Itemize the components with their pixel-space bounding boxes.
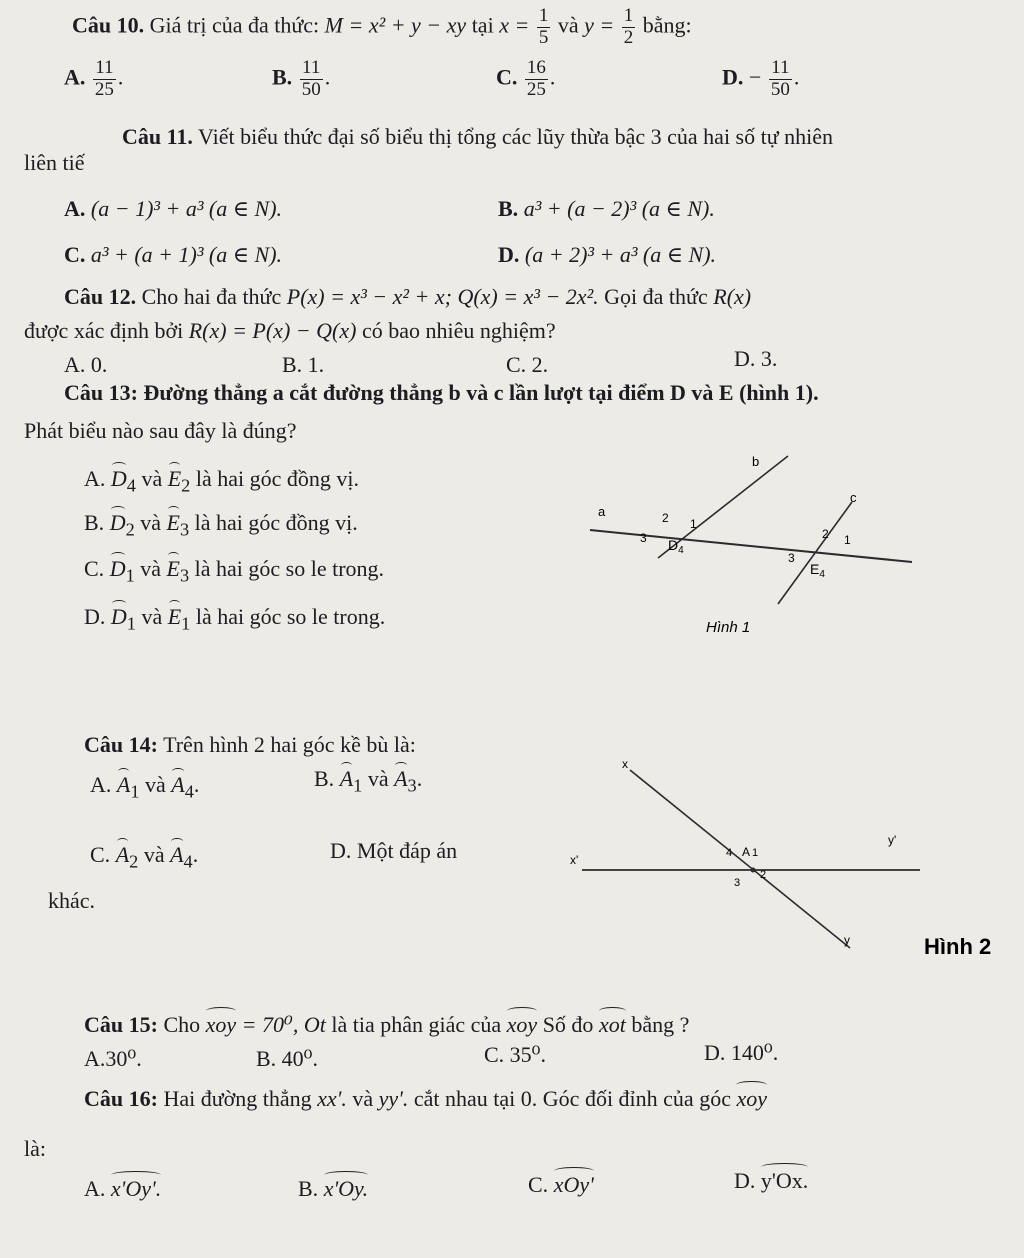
figure-2 (560, 752, 1020, 972)
d-label: D (668, 537, 679, 553)
q13-option-c (84, 556, 384, 586)
q10-c-num: 16 (526, 57, 546, 78)
q14-c-sub2: 4 (183, 851, 193, 872)
label-c: c (850, 490, 857, 505)
q13-d-rest: là hai góc so le trong. (195, 604, 386, 629)
a-label: A (742, 845, 751, 859)
q15-option-c: C. 35⁰. (484, 1042, 546, 1067)
q10-c-letter: C. (496, 64, 518, 90)
q13-option-a (84, 466, 359, 496)
angle-2-label: 2 (760, 869, 767, 881)
q14-a-mid: và (145, 772, 166, 797)
q13-label: Câu 13: (64, 380, 138, 405)
q14-d-text: Một đáp án (356, 838, 458, 863)
q10-b-den: 50 (301, 78, 321, 100)
q14-d-letter: D. (330, 838, 352, 863)
q14-option-a (90, 772, 199, 802)
q11-option-d (498, 242, 716, 267)
q15-angle1: xoy (205, 1012, 237, 1037)
q10-d-den: 50 (770, 78, 790, 100)
q14-option-b (314, 766, 422, 796)
q10-d-fraction (769, 58, 792, 101)
q13-c-sub1: 1 (125, 565, 135, 586)
q10-y-eq: y = (584, 12, 615, 38)
q10-a-den: 25 (94, 78, 114, 100)
q14-a-tail: . (193, 772, 200, 797)
q16-b-angle: x'Oy. (323, 1176, 369, 1201)
q13-a-angle2: E (167, 466, 182, 491)
q13-b-letter: B. (84, 510, 105, 535)
q13-option-d (84, 604, 385, 634)
q10-y-den: 2 (623, 26, 634, 48)
q13-stem1: Đường thẳng a cắt đường thẳng b và c lần lượt tại điểm D và E (hình 1). (143, 380, 819, 405)
q10-stem (72, 6, 692, 49)
q12-stem (64, 284, 751, 309)
q11-d-expr: (a + 2)³ + a³ (a ∈ N). (524, 242, 717, 267)
q14-stem-text: Trên hình 2 hai góc kề bù là: (163, 732, 416, 757)
q11-label: Câu 11. (122, 124, 193, 149)
q16-option-a (84, 1176, 161, 1201)
q11-stem1: Viết biểu thức đại số biểu thị tổng các lũy thừa bậc 3 của hai số tự nhiên (198, 124, 834, 149)
q13-b-sub1: 2 (125, 519, 135, 540)
q10-option-a (64, 58, 123, 101)
q10-a-fraction (93, 58, 116, 101)
q13-c-letter: C. (84, 556, 105, 581)
q10-d-sign: − (748, 64, 762, 90)
q15-stem-b: là tia phân giác của (331, 1012, 502, 1037)
q14-c-sub1: 2 (129, 851, 139, 872)
q10-option-d (722, 58, 799, 101)
angle-1-label: 1 (752, 847, 759, 859)
q15-option-d: D. 140⁰. (704, 1040, 779, 1065)
q10-y-fraction (622, 6, 636, 49)
q15-angle3: xot (598, 1012, 626, 1037)
label-b: b (752, 454, 760, 469)
q16-xx: xx'. (317, 1086, 347, 1111)
q14-b-angle1: A (339, 766, 354, 791)
q11-b-expr: a³ + (a − 2)³ (a ∈ N). (523, 196, 715, 221)
q11-c-letter: C. (64, 242, 86, 267)
q10-stem-a: Giá trị của đa thức: (149, 12, 320, 38)
figure-2-caption: Hình 2 (924, 934, 992, 959)
label-x-prime: x' (570, 853, 579, 867)
d-angle-2: 2 (662, 511, 669, 525)
q10-x-num: 1 (538, 5, 549, 26)
q14-a-sub2: 4 (184, 781, 194, 802)
q14-b-letter: B. (314, 766, 335, 791)
q12-expr3: R(x) = P(x) − Q(x) (188, 318, 357, 343)
q12-stem2: Gọi đa thức (604, 284, 708, 309)
q16-stem-a: Hai đường thẳng (163, 1086, 312, 1111)
q13-a-rest: là hai góc đồng vị. (195, 466, 359, 491)
q14-a-angle2: A (171, 772, 185, 797)
q13-d-sub2: 1 (181, 613, 191, 634)
q16-stem2: là: (24, 1136, 46, 1161)
q13-d-angle1: D (110, 604, 127, 629)
q16-yy: yy'. (378, 1086, 409, 1111)
q12-expr1: P(x) = x³ − x² + x; Q(x) = x³ − 2x². (286, 284, 599, 309)
q15-angle2: xoy (506, 1012, 538, 1037)
e-sub: 4 (819, 569, 825, 580)
angle-3-label: 3 (734, 877, 741, 889)
q14-b-mid: và (367, 766, 389, 791)
q14-a-sub1: 1 (130, 781, 140, 802)
figure-1 (580, 446, 920, 646)
q14-option-c (90, 842, 198, 872)
q14-a-angle1: A (116, 772, 131, 797)
q12-option-b: B. 1. (282, 352, 325, 377)
q10-a-letter: A. (64, 64, 86, 90)
e-angle-3: 3 (788, 551, 795, 565)
q12-stem3: được xác định bởi (24, 318, 184, 343)
q13-d-letter: D. (84, 604, 106, 629)
q10-a-num: 11 (93, 58, 116, 80)
q11-a-letter: A. (64, 196, 86, 221)
q16-b-letter: B. (298, 1176, 319, 1201)
q10-d-letter: D. (722, 64, 744, 90)
q13-d-mid: và (141, 604, 163, 629)
q14-stem (84, 732, 416, 757)
q10-b-fraction (300, 58, 323, 101)
q14-b-tail: . (416, 766, 423, 791)
q13-stem2: Phát biểu nào sau đây là đúng? (24, 418, 297, 443)
q16-option-b (298, 1176, 368, 1201)
q12-option-a: A. 0. (64, 352, 108, 377)
q16-c-letter: C. (528, 1172, 549, 1197)
q13-c-angle1: D (109, 556, 126, 581)
q10-expr: M = x² + y − xy (324, 12, 467, 38)
q12-option-c: C. 2. (506, 352, 549, 377)
q14-label: Câu 14: (84, 732, 158, 757)
q16-d-angle: y'Ox. (760, 1168, 809, 1193)
q16-stem-c: cắt nhau tại 0. Góc đối đỉnh của góc (413, 1086, 731, 1111)
label-a: a (598, 504, 606, 519)
q11-d-letter: D. (498, 242, 520, 267)
q14-b-angle2: A (394, 766, 408, 791)
q16-d-letter: D. (734, 1168, 756, 1193)
q13-option-b (84, 510, 358, 540)
q14-c-mid: và (143, 842, 165, 867)
q14-c-angle2: A (170, 842, 184, 867)
q10-option-c (496, 58, 555, 101)
q10-option-b (272, 58, 330, 101)
q13-b-sub2: 3 (179, 519, 190, 540)
q12-option-d: D. 3. (734, 346, 778, 371)
e-angle-2: 2 (822, 527, 829, 541)
q10-x-den: 5 (538, 26, 549, 48)
q15-label: Câu 15: (84, 1012, 158, 1037)
q14-option-d-cont: khác. (48, 888, 96, 913)
q11-option-c (64, 242, 282, 267)
line-a (590, 530, 912, 562)
point-a (751, 868, 756, 873)
q13-b-mid: và (140, 510, 162, 535)
q10-d-num: 11 (769, 58, 792, 80)
q16-stem (84, 1086, 767, 1111)
q15-option-a: A.30⁰. (84, 1046, 142, 1071)
q14-c-tail: . (192, 842, 199, 867)
q16-a-letter: A. (84, 1176, 106, 1201)
q14-c-letter: C. (90, 842, 111, 867)
q10-stem-c: bằng: (642, 12, 692, 38)
q13-a-letter: A. (84, 466, 106, 491)
q14-option-d (330, 838, 457, 863)
q12-label: Câu 12. (64, 284, 137, 309)
q13-a-sub2: 2 (181, 475, 191, 496)
e-point-label (810, 561, 825, 580)
q16-angle: xoy (736, 1086, 767, 1111)
q15-stem (84, 1012, 689, 1037)
line-yy (630, 770, 850, 948)
label-y: y (844, 933, 850, 947)
q13-a-angle1: D (110, 466, 127, 491)
q16-option-c (528, 1172, 594, 1197)
q10-c-den: 25 (526, 78, 546, 100)
q16-a-angle: x'Oy'. (110, 1176, 162, 1201)
q11-a-expr: (a − 1)³ + a³ (a ∈ N). (90, 196, 283, 221)
e-label: E (810, 561, 820, 577)
q13-c-angle2: E (166, 556, 180, 581)
q11-stem (122, 124, 833, 149)
q13-a-sub1: 4 (126, 475, 136, 496)
q10-b-letter: B. (272, 64, 293, 90)
q11-option-b (498, 196, 715, 221)
q15-stem-d: bằng ? (631, 1012, 690, 1037)
q16-label: Câu 16: (84, 1086, 158, 1111)
q10-x-eq: x = (499, 12, 530, 38)
d-sub: 4 (678, 545, 684, 556)
q10-b-tail: . (324, 64, 331, 90)
q10-x-fraction (537, 6, 551, 49)
q13-b-rest: là hai góc đồng vị. (194, 510, 358, 535)
q10-y-num: 1 (623, 5, 634, 26)
q12-stem4: có bao nhiêu nghiệm? (361, 318, 556, 343)
d-angle-1: 1 (690, 517, 697, 531)
q11-option-a (64, 196, 282, 221)
label-x: x (622, 757, 628, 771)
q15-stem-c: Số đo (542, 1012, 594, 1037)
q15-ot: Ot (303, 1012, 326, 1037)
e-angle-1: 1 (844, 533, 851, 547)
q13-d-angle2: E (167, 604, 182, 629)
q13-c-sub2: 3 (179, 565, 190, 586)
q12-stem-line2 (24, 318, 556, 343)
q10-b-num: 11 (300, 58, 323, 80)
q14-c-angle1: A (115, 842, 130, 867)
q10-c-fraction (525, 58, 548, 101)
q16-c-angle: xOy' (553, 1172, 594, 1197)
figure-1-caption: Hình 1 (706, 619, 751, 636)
q13-d-sub1: 1 (126, 613, 136, 634)
q10-label: Câu 10. (72, 12, 145, 38)
q15-eq: = 70⁰, (241, 1012, 299, 1037)
q12-stem1: Cho hai đa thức (141, 284, 282, 309)
q14-a-letter: A. (90, 772, 112, 797)
q13-c-mid: và (140, 556, 162, 581)
q15-stem-a: Cho (163, 1012, 201, 1037)
q10-a-tail: . (117, 64, 124, 90)
q15-option-b: B. 40⁰. (256, 1046, 318, 1071)
angle-4-label: 4 (726, 847, 733, 859)
q13-c-rest: là hai góc so le trong. (194, 556, 385, 581)
d-angle-3: 3 (640, 531, 647, 545)
label-y-prime: y' (888, 833, 897, 847)
q13-b-angle1: D (109, 510, 126, 535)
q14-b-sub1: 1 (353, 775, 363, 796)
q13-a-mid: và (141, 466, 163, 491)
q13-b-angle2: E (166, 510, 180, 535)
q14-b-sub2: 3 (407, 775, 417, 796)
q16-stem-b: và (352, 1086, 374, 1111)
q10-d-tail: . (793, 64, 800, 90)
q10-stem-b: tại (471, 12, 494, 38)
q10-and: và (557, 12, 579, 38)
q13-stem (64, 380, 819, 405)
q16-option-d (734, 1168, 808, 1193)
q12-expr2: R(x) (713, 284, 752, 309)
q11-stem2: liên tiế (24, 150, 85, 175)
q11-c-expr: a³ + (a + 1)³ (a ∈ N). (90, 242, 283, 267)
q10-c-tail: . (549, 64, 556, 90)
q11-b-letter: B. (498, 196, 519, 221)
